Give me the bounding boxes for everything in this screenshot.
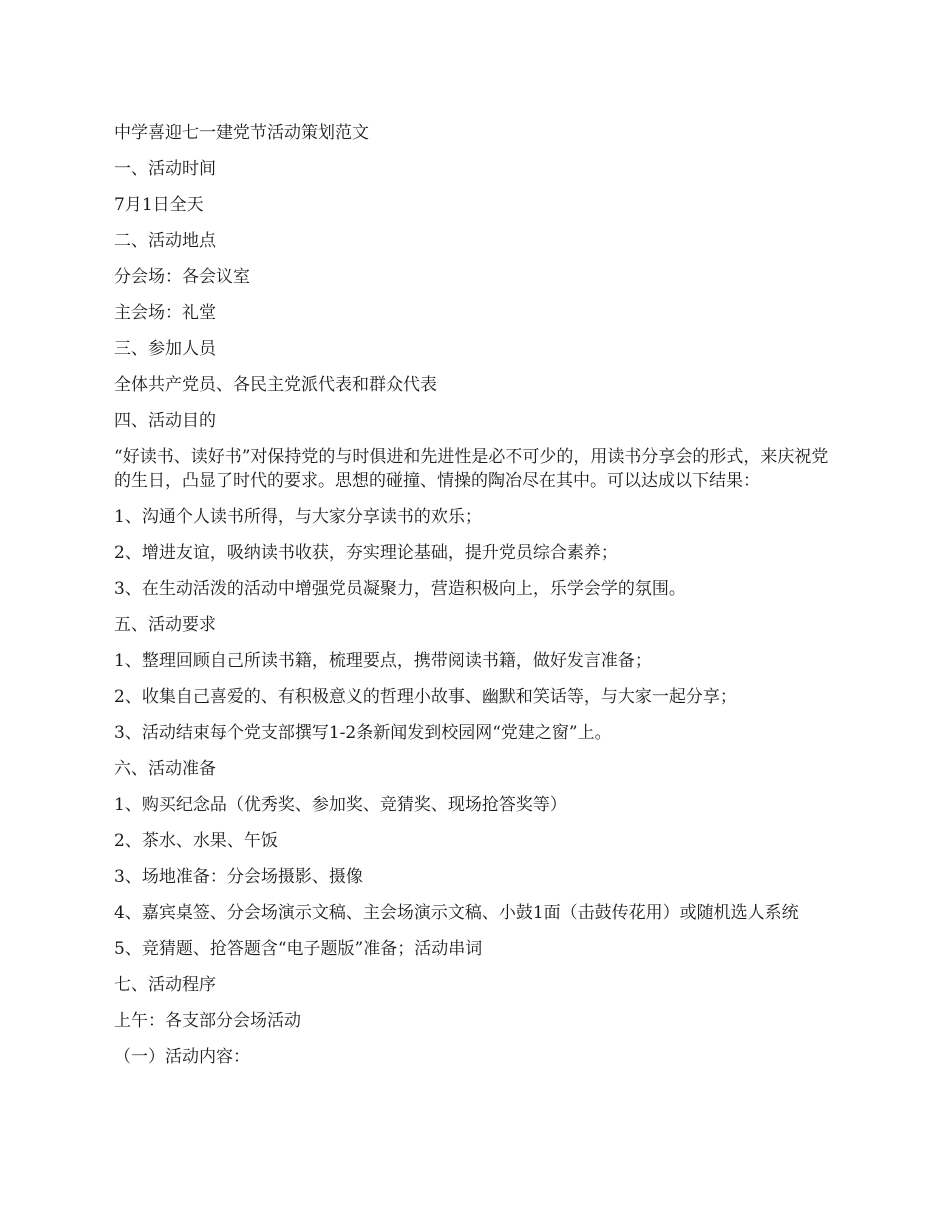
section-heading-procedure: 七、活动程序 [114, 975, 216, 995]
list-item-requirement-2: 2、收集自己喜爱的、有积极意义的哲理小故事、幽默和笑话等，与大家一起分享； [114, 687, 737, 707]
section-heading-preparation: 六、活动准备 [114, 759, 216, 779]
paragraph-branch-venue: 分会场：各会议室 [114, 267, 250, 287]
list-item-preparation-5: 5、竞猜题、抢答题含“电子题版”准备；活动串词 [114, 939, 483, 959]
list-item-purpose-2: 2、增进友谊，吸纳读书收获，夯实理论基础，提升党员综合素养； [114, 543, 618, 563]
list-item-preparation-4: 4、嘉宾桌签、分会场演示文稿、主会场演示文稿、小鼓1面（击鼓传花用）或随机选人系统 [114, 903, 799, 923]
section-heading-requirements: 五、活动要求 [114, 615, 216, 635]
paragraph-purpose: “好读书、读好书”对保持党的与时俱进和先进性是必不可少的，用读书分享会的形式，来庆祝党的生日，凸显了时代的要求。思想的碰撞、情操的陶冶尽在其中。可以达成以下结果： [114, 447, 829, 491]
list-item-purpose-1: 1、沟通个人读书所得，与大家分享读书的欢乐； [114, 507, 482, 527]
paragraph-participants: 全体共产党员、各民主党派代表和群众代表 [114, 375, 437, 395]
list-item-preparation-3: 3、场地准备：分会场摄影、摄像 [114, 867, 363, 887]
list-item-purpose-3: 3、在生动活泼的活动中增强党员凝聚力，营造积极向上，乐学会学的氛围。 [114, 579, 686, 599]
section-heading-participants: 三、参加人员 [114, 339, 216, 359]
document-body [114, 121, 839, 1081]
section-heading-time: 一、活动时间 [114, 159, 216, 179]
paragraph-main-venue: 主会场：礼堂 [114, 303, 216, 323]
list-item-preparation-2: 2、茶水、水果、午饭 [114, 831, 278, 851]
subheading-activity-content: （一）活动内容： [114, 1047, 250, 1067]
list-item-preparation-1: 1、购买纪念品（优秀奖、参加奖、竞猜奖、现场抢答奖等） [114, 795, 567, 815]
list-item-requirement-3: 3、活动结束每个党支部撰写1-2条新闻发到校园网“党建之窗”上。 [114, 723, 612, 743]
section-heading-purpose: 四、活动目的 [114, 411, 216, 431]
section-heading-location: 二、活动地点 [114, 231, 216, 251]
list-item-requirement-1: 1、整理回顾自己所读书籍，梳理要点，携带阅读书籍，做好发言准备； [114, 651, 652, 671]
document-title: 中学喜迎七一建党节活动策划范文 [114, 123, 369, 143]
paragraph-time: 7月1日全天 [114, 195, 204, 215]
paragraph-morning: 上午：各支部分会场活动 [114, 1011, 301, 1031]
